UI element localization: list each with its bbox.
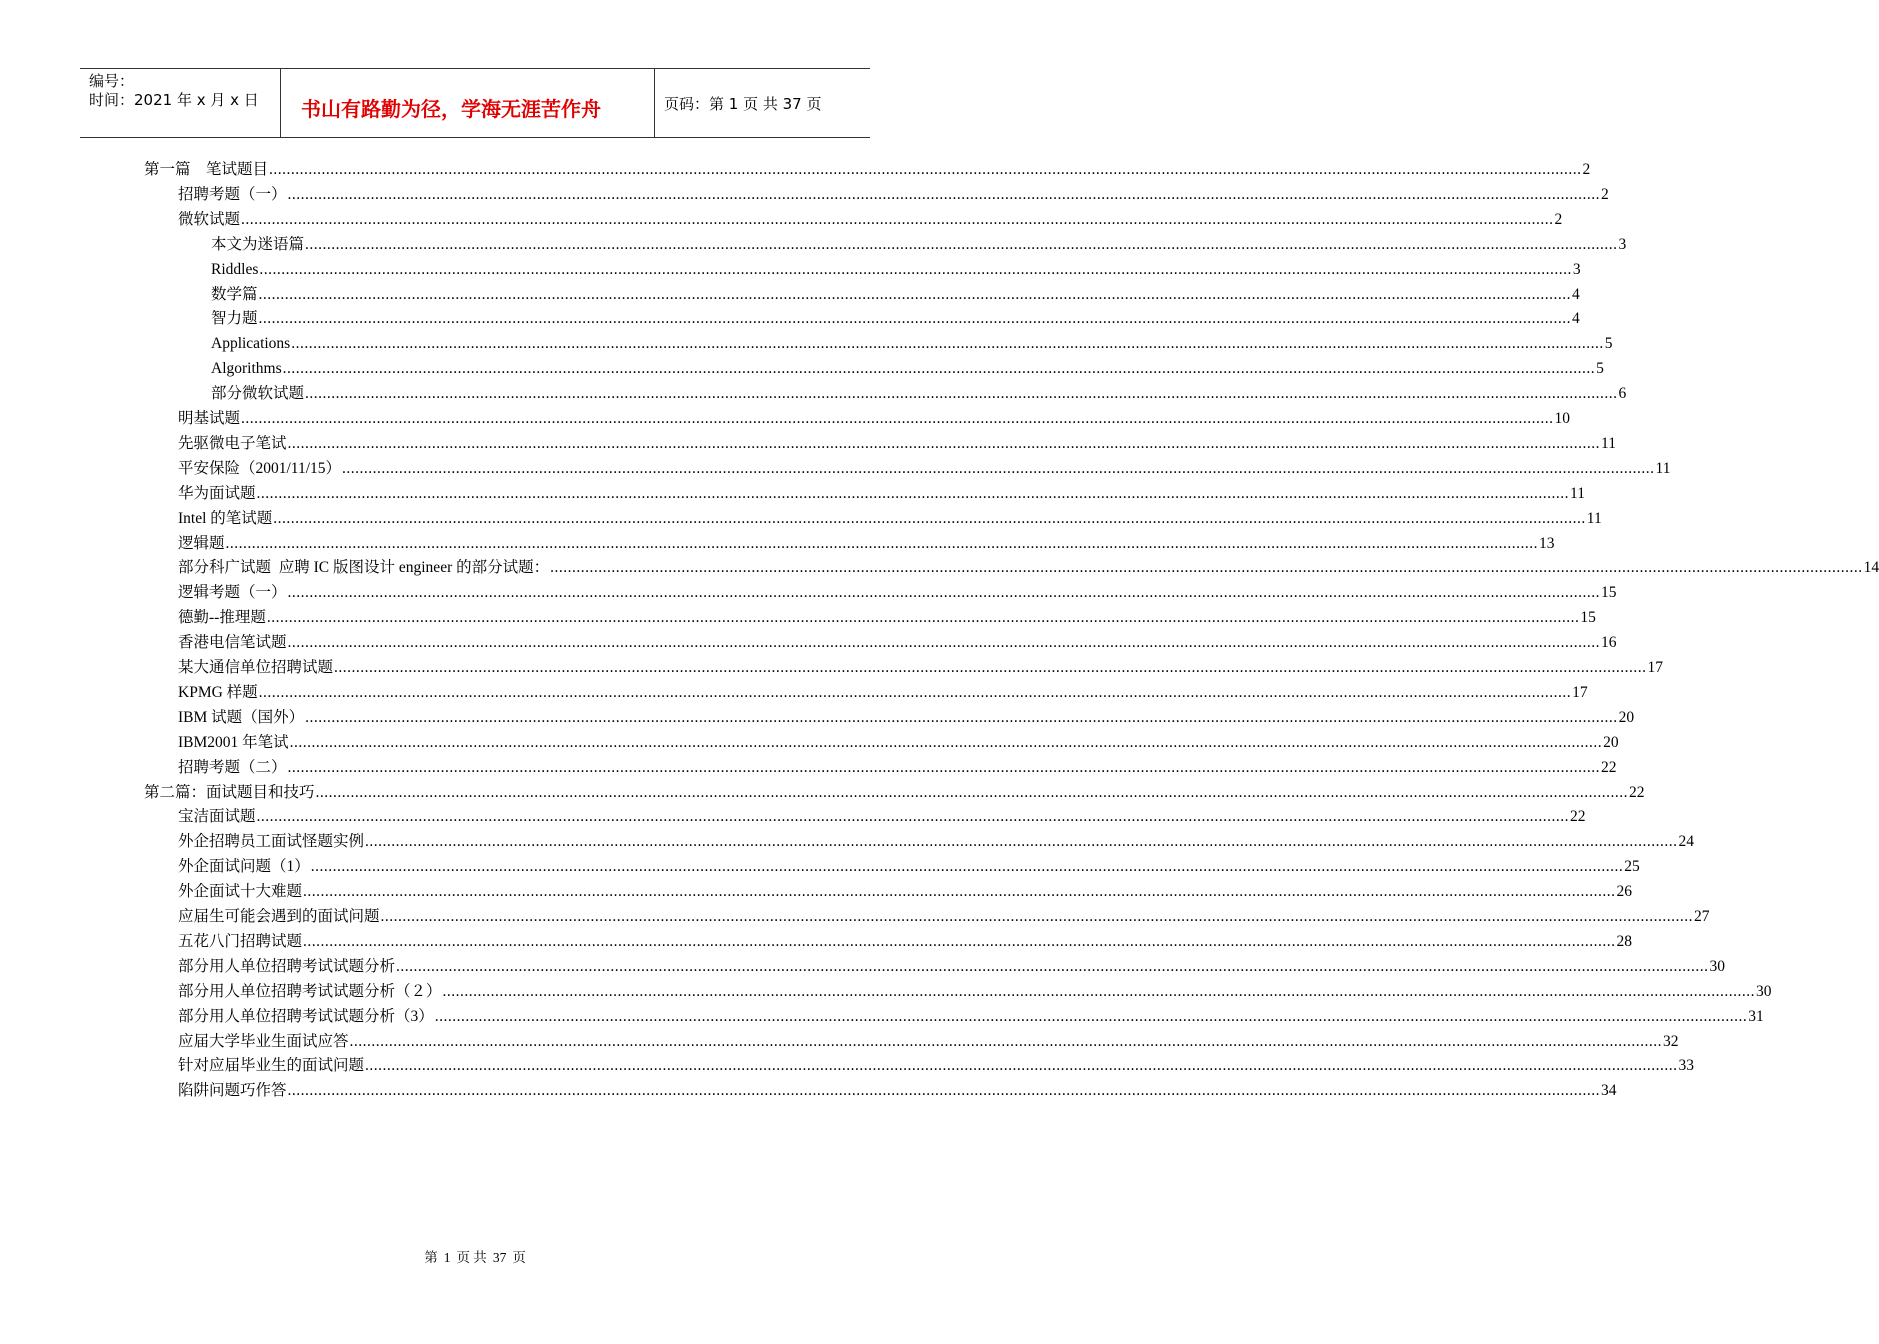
toc-entry[interactable] <box>178 905 1710 929</box>
toc-entry-title: Algorithms <box>211 360 282 378</box>
toc-dot-leader: ............................................................................................................................................................................................................................................................................................................ <box>287 185 1601 203</box>
toc-entry[interactable] <box>211 382 1627 406</box>
footer-current-page: 1 <box>443 1250 451 1265</box>
toc-entry[interactable] <box>178 756 1617 780</box>
toc-entry-page: 16 <box>1601 634 1617 652</box>
toc-entry-page: 14 <box>1863 559 1879 577</box>
toc-dot-leader: ............................................................................................................................................................................................................................................................................................................ <box>282 360 1596 378</box>
toc-dot-leader: ............................................................................................................................................................................................................................................................................................................ <box>442 982 1756 1000</box>
toc-entry[interactable] <box>178 581 1617 605</box>
toc-dot-leader: ............................................................................................................................................................................................................................................................................................................ <box>303 932 1616 950</box>
toc-dot-leader: ............................................................................................................................................................................................................................................................................................................ <box>305 708 1618 726</box>
toc-entry-page: 27 <box>1694 908 1710 925</box>
toc-dot-leader: ............................................................................................................................................................................................................................................................................................................ <box>287 758 1601 776</box>
toc-dot-leader: ............................................................................................................................................................................................................................................................................................................ <box>315 783 1629 801</box>
toc-entry-page: 2 <box>1554 210 1563 228</box>
header-page-cell <box>655 69 870 137</box>
toc-entry[interactable] <box>178 556 1879 580</box>
toc-dot-leader: ............................................................................................................................................................................................................................................................................................................ <box>258 310 1572 328</box>
toc-dot-leader: ............................................................................................................................................................................................................................................................................................................ <box>396 957 1709 975</box>
toc-entry-title: 招聘考题（二） <box>178 758 287 776</box>
toc-dot-leader: ............................................................................................................................................................................................................................................................................................................ <box>380 908 1694 925</box>
toc-entry-title: 应届大学毕业生面试应答 <box>178 1032 349 1050</box>
toc-dot-leader: ............................................................................................................................................................................................................................................................................................................ <box>269 161 1582 178</box>
toc-entry-page: 22 <box>1601 758 1617 776</box>
toc-dot-leader: ............................................................................................................................................................................................................................................................................................................ <box>305 385 1618 403</box>
toc-entry[interactable] <box>178 830 1695 854</box>
toc-entry-page: 11 <box>1570 484 1585 502</box>
toc-entry[interactable] <box>211 258 1581 282</box>
toc-entry-title: 本文为迷语篇 <box>211 235 305 253</box>
toc-entry[interactable] <box>178 681 1588 705</box>
toc-entry-title: 应届生可能会遇到的面试问题 <box>178 908 380 925</box>
toc-dot-leader: ............................................................................................................................................................................................................................................................................................................ <box>287 1082 1601 1100</box>
toc-entry[interactable] <box>178 955 1726 979</box>
toc-entry-title: IBM2001 年笔试 <box>178 733 289 751</box>
toc-entry-title: Riddles <box>211 260 259 278</box>
toc-dot-leader: ............................................................................................................................................................................................................................................................................................................ <box>287 434 1601 452</box>
toc-entry-title: 宝洁面试题 <box>178 808 256 826</box>
toc-entry-page: 20 <box>1603 733 1619 751</box>
footer-total-pages: 37 <box>492 1250 507 1265</box>
number-label: 编号： <box>89 72 135 90</box>
toc-dot-leader: ............................................................................................................................................................................................................................................................................................................ <box>305 235 1618 253</box>
toc-dot-leader: ............................................................................................................................................................................................................................................................................................................ <box>291 335 1604 353</box>
toc-dot-leader: ............................................................................................................................................................................................................................................................................................................ <box>434 1007 1748 1025</box>
toc-dot-leader: ............................................................................................................................................................................................................................................................................................................ <box>303 883 1616 901</box>
toc-entry[interactable] <box>178 880 1633 904</box>
header-meta <box>80 69 281 137</box>
toc-entry-page: 15 <box>1601 584 1617 602</box>
toc-entry-page: 5 <box>1604 335 1613 353</box>
toc-entry-title: 微软试题 <box>178 210 241 228</box>
toc-entry[interactable] <box>178 606 1596 630</box>
toc-entry-title: 德勤--推理题 <box>178 609 266 627</box>
toc-entry[interactable] <box>178 407 1571 431</box>
toc-entry-title: 招聘考题（一） <box>178 185 287 203</box>
toc-dot-leader: ............................................................................................................................................................................................................................................................................................................ <box>256 808 1570 826</box>
page-info: 页码：第 1 页 共 37 页 <box>664 95 822 113</box>
toc-entry[interactable] <box>144 158 1591 182</box>
toc-entry-title: 第一篇 笔试题目 <box>144 161 269 178</box>
toc-entry-page: 32 <box>1663 1032 1679 1050</box>
toc-entry-page: 11 <box>1655 459 1671 477</box>
toc-entry-title: 华为面试题 <box>178 484 256 502</box>
toc-entry-page: 17 <box>1647 659 1664 676</box>
toc-entry[interactable] <box>178 482 1585 506</box>
toc-entry-page: 33 <box>1678 1057 1695 1075</box>
toc-entry[interactable] <box>178 656 1664 680</box>
toc-dot-leader: ............................................................................................................................................................................................................................................................................................................ <box>287 634 1601 652</box>
toc-entry-page: 22 <box>1570 808 1586 826</box>
toc-dot-leader: ............................................................................................................................................................................................................................................................................................................ <box>241 410 1554 427</box>
toc-dot-leader: ............................................................................................................................................................................................................................................................................................................ <box>258 285 1572 303</box>
toc-entry-title: 数学篇 <box>211 285 258 303</box>
toc-entry-title: 先驱微电子笔试 <box>178 434 287 452</box>
toc-entry-page: 11 <box>1586 509 1602 527</box>
toc-entry-title: IBM 试题（国外） <box>178 708 305 726</box>
toc-entry[interactable] <box>144 781 1645 805</box>
toc-entry-page: 26 <box>1616 883 1633 901</box>
toc-dot-leader: ............................................................................................................................................................................................................................................................................................................ <box>273 509 1586 527</box>
toc-entry-page: 24 <box>1678 833 1695 851</box>
toc-entry-page: 3 <box>1572 260 1581 278</box>
toc-entry-title: Intel 的笔试题 <box>178 509 273 527</box>
toc-entry[interactable] <box>178 631 1617 655</box>
toc-dot-leader: ............................................................................................................................................................................................................................................................................................................ <box>287 584 1601 602</box>
toc-entry-page: 31 <box>1748 1007 1764 1025</box>
toc-entry-page: 20 <box>1618 708 1635 726</box>
toc-entry-title: 某大通信单位招聘试题 <box>178 659 334 676</box>
toc-entry-title: 平安保险（2001/11/15） <box>178 459 342 477</box>
toc-entry-page: 17 <box>1572 683 1588 701</box>
toc-entry-title: 明基试题 <box>178 410 241 427</box>
toc-entry-page: 28 <box>1616 932 1633 950</box>
toc-entry-page: 2 <box>1582 161 1591 178</box>
toc-entry[interactable] <box>178 457 1671 481</box>
toc-dot-leader: ............................................................................................................................................................................................................................................................................................................ <box>225 534 1539 552</box>
toc-entry[interactable] <box>178 1079 1617 1103</box>
toc-entry-title: 部分微软试题 <box>211 385 305 403</box>
toc-entry-title: 逻辑题 <box>178 534 225 552</box>
toc-entry-title: 部分用人单位招聘考试试题分析 <box>178 957 396 975</box>
toc-dot-leader: ............................................................................................................................................................................................................................................................................................................ <box>241 210 1554 228</box>
toc-entry-page: 30 <box>1709 957 1726 975</box>
toc-entry[interactable] <box>211 332 1613 356</box>
toc-entry-page: 22 <box>1629 783 1645 801</box>
toc-entry-title: 针对应届毕业生的面试问题 <box>178 1057 365 1075</box>
toc-entry-page: 10 <box>1554 410 1571 427</box>
toc-entry-title: 外企面试问题（1） <box>178 858 310 876</box>
toc-entry[interactable] <box>178 507 1602 531</box>
toc-entry-page: 13 <box>1539 534 1555 552</box>
toc-entry[interactable] <box>178 208 1563 232</box>
motto: 书山有路勤为径，学海无涯苦作舟 <box>301 97 601 121</box>
toc-dot-leader: ............................................................................................................................................................................................................................................................................................................ <box>365 833 1678 851</box>
toc-dot-leader: ............................................................................................................................................................................................................................................................................................................ <box>349 1032 1663 1050</box>
toc-entry-title: Applications <box>211 335 291 353</box>
toc-entry-title: 陷阱问题巧作答 <box>178 1082 287 1100</box>
date-label: 时间：2021 年 x 月 x 日 <box>89 91 259 109</box>
toc-entry-page: 3 <box>1618 235 1627 253</box>
toc-entry-title: 智力题 <box>211 310 258 328</box>
toc-dot-leader: ............................................................................................................................................................................................................................................................................................................ <box>365 1057 1678 1075</box>
toc-entry-page: 34 <box>1601 1082 1617 1100</box>
toc-entry-page: 30 <box>1756 982 1772 1000</box>
toc-entry-page: 4 <box>1572 285 1580 303</box>
toc-dot-leader: ............................................................................................................................................................................................................................................................................................................ <box>289 733 1603 751</box>
footer-suffix: 页 <box>512 1250 526 1265</box>
toc-entry-title: 五花八门招聘试题 <box>178 932 303 950</box>
toc-entry[interactable] <box>178 1005 1764 1029</box>
toc-dot-leader: ............................................................................................................................................................................................................................................................................................................ <box>310 858 1624 876</box>
toc-entry-page: 5 <box>1596 360 1604 378</box>
toc-entry[interactable] <box>178 1054 1695 1078</box>
page-header <box>80 68 870 138</box>
toc-entry-title: 部分用人单位招聘考试试题分析（２） <box>178 982 442 1000</box>
page-footer <box>0 1246 950 1266</box>
toc-entry[interactable] <box>178 805 1586 829</box>
toc-entry-page: 6 <box>1618 385 1627 403</box>
toc-dot-leader: ............................................................................................................................................................................................................................................................................................................ <box>258 683 1572 701</box>
toc-entry[interactable] <box>178 706 1635 730</box>
toc-dot-leader: ............................................................................................................................................................................................................................................................................................................ <box>259 260 1572 278</box>
toc-dot-leader: ............................................................................................................................................................................................................................................................................................................ <box>334 659 1647 676</box>
toc-entry-page: 11 <box>1601 434 1616 452</box>
toc-entry[interactable] <box>178 930 1633 954</box>
toc-entry[interactable] <box>178 432 1616 456</box>
toc-entry[interactable] <box>211 357 1604 381</box>
toc-entry-page: 4 <box>1572 310 1580 328</box>
toc-entry[interactable] <box>178 731 1619 755</box>
toc-entry-title: 部分用人单位招聘考试试题分析（3） <box>178 1007 434 1025</box>
toc-entry-title: 部分科广试题 应聘 IC 版图设计 engineer 的部分试题： <box>178 559 550 577</box>
toc-entry-page: 25 <box>1624 858 1640 876</box>
toc-entry[interactable] <box>178 980 1772 1004</box>
toc-entry[interactable] <box>178 532 1555 556</box>
toc-entry[interactable] <box>211 233 1627 257</box>
toc-dot-leader: ............................................................................................................................................................................................................................................................................................................ <box>550 559 1863 577</box>
toc-entry-title: 第二篇：面试题目和技巧 <box>144 783 315 801</box>
toc-entry[interactable] <box>178 855 1640 879</box>
footer-prefix: 第 <box>424 1250 438 1265</box>
header-motto-cell <box>281 69 655 137</box>
toc-entry-title: KPMG 样题 <box>178 683 258 701</box>
toc-entry-page: 2 <box>1601 185 1609 203</box>
toc-entry-title: 香港电信笔试题 <box>178 634 287 652</box>
toc-entry[interactable] <box>211 307 1580 331</box>
toc-entry[interactable] <box>211 283 1580 307</box>
toc-dot-leader: ............................................................................................................................................................................................................................................................................................................ <box>256 484 1570 502</box>
toc-entry-page: 15 <box>1580 609 1596 627</box>
footer-mid: 页 共 <box>456 1250 487 1265</box>
toc-entry-title: 外企招聘员工面试怪题实例 <box>178 833 365 851</box>
toc-entry-title: 逻辑考题（一） <box>178 584 287 602</box>
toc-entry[interactable] <box>178 1030 1679 1054</box>
toc-dot-leader: ............................................................................................................................................................................................................................................................................................................ <box>266 609 1580 627</box>
toc-dot-leader: ............................................................................................................................................................................................................................................................................................................ <box>342 459 1655 477</box>
toc-entry-title: 外企面试十大难题 <box>178 883 303 901</box>
toc-entry[interactable] <box>178 183 1609 207</box>
